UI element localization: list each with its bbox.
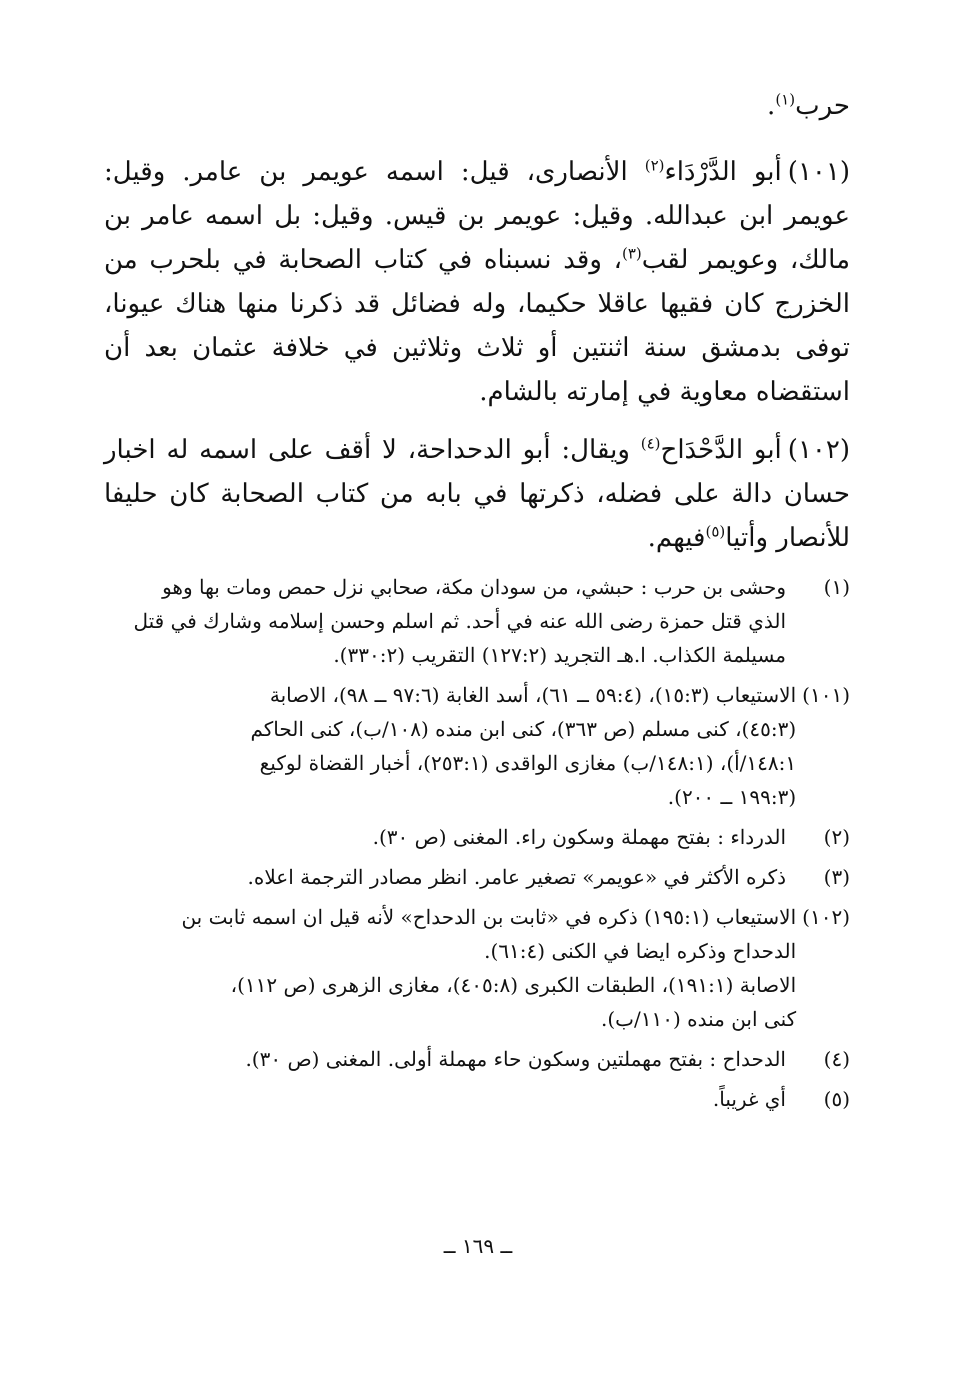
footnote-marker: (٥) xyxy=(705,522,726,541)
entry-name: أبو الدَّحْدَاح xyxy=(660,435,782,465)
footnote-marker: (١) xyxy=(775,90,796,109)
page-number: ــ ١٦٩ ــ xyxy=(443,1234,513,1258)
footnote-marker: (٢) xyxy=(644,156,665,175)
footnote-5 xyxy=(104,1082,850,1116)
footnote-text: ذكره الأكثر في «عويمر» تصغير عامر. انظر مصادر الترجمة اعلاه. xyxy=(247,865,786,889)
main-text xyxy=(104,84,850,574)
footnote-line: وحشى بن حرب : حبشي، من سودان مكة، صحابي نزل حمص ومات بها وهو xyxy=(162,575,786,599)
footnote-2 xyxy=(104,820,850,854)
footnote-line: (١٩٩:٣ ــ ٢٠٠). xyxy=(667,785,797,809)
footnote-line: الاستيعاب (١٥:٣)، (٥٩:٤ ــ ٦١)، أسد الغابة (٩٧:٦ ــ ٩٨)، الاصابة xyxy=(269,683,797,707)
footnote-text: الدحداح : بفتح مهملتين وسكون حاء مهملة أولى. المغنى (ص ٣٠). xyxy=(245,1047,786,1071)
footnote-3 xyxy=(104,860,850,894)
footnote-1 xyxy=(104,570,850,672)
footnote-line: الدحداح وذكره ايضا في الكنى (٦١:٤). xyxy=(484,939,797,963)
footnote-line: (٤٥:٣)، كنى مسلم (ص ٣٦٣)، كنى ابن منده (١٠٨/ب)، كنى الحاكم xyxy=(250,717,797,741)
paragraph-continuation xyxy=(104,84,850,128)
footnote-line: الذي قتل حمزة رضى الله عنه في أحد. ثم اسلم وحسن إسلامه وشارك في قتل xyxy=(133,609,786,633)
footnote-text xyxy=(104,900,796,1036)
footnote-label: (١٠١) xyxy=(802,683,850,707)
footnote-102 xyxy=(104,900,850,1036)
footnote-label: (٤) xyxy=(823,1047,850,1071)
footnote-line: الاصابة (١٩١:١)، الطبقات الكبرى (٤٠٥:٨)، مغازى الزهرى (ص ١١٢)، xyxy=(230,973,797,997)
footnote-label: (٥) xyxy=(823,1087,850,1111)
footnote-text: أي غريباً. xyxy=(712,1087,786,1111)
text-fragment: حرب xyxy=(795,91,850,121)
footnote-4 xyxy=(104,1042,850,1076)
footnote-line: ١٤٨:١/أ)، (١٤٨:١/ب) مغازى الواقدى (٢٥٣:١)، أخبار القضاة لوكيع xyxy=(259,751,797,775)
footnote-marker: (٤) xyxy=(640,434,661,453)
entry-number: (١٠١) xyxy=(787,157,850,187)
footnote-line: مسيلمة الكذاب. ا.هـ التجريد (١٢٧:٢) التقريب (٣٣٠:٢). xyxy=(333,643,786,667)
footnote-text xyxy=(104,678,796,814)
footnote-label: (٢) xyxy=(823,825,850,849)
footnote-label: (١٠٢) xyxy=(802,905,850,929)
footnote-marker: (٣) xyxy=(621,244,642,263)
footnote-101 xyxy=(104,678,850,814)
footnote-line: كنى ابن منده (١١٠/ب). xyxy=(600,1007,797,1031)
footnotes-section xyxy=(104,570,850,1122)
entry-101 xyxy=(104,150,850,414)
footnote-label: (٣) xyxy=(823,865,850,889)
footnote-line: الاستيعاب (١٩٥:١) ذكره في «ثابت بن الدحداح» لأنه قيل ان اسمه ثابت بن xyxy=(181,905,797,929)
entry-text: فيهم. xyxy=(647,523,706,553)
entry-102 xyxy=(104,428,850,560)
entry-text: ، وقد نسبناه في كتاب الصحابة في بلحرب من الخزرج كان فقيها عاقلا حكيما، وله فضائل قد ذكرنا منها هناك عيونا، توفى بدمشق سنة اثنتين أو ثلاث وثلاثين في خلافة عثمان بعد أن استقضاه معاوية في إمارته بالشام. xyxy=(104,245,850,407)
footnote-text: الدرداء : بفتح مهملة وسكون راء. المغنى (ص ٣٠). xyxy=(372,825,786,849)
entry-name: أبو الدَّرْدَاء xyxy=(664,157,782,187)
entry-text: ويقال: أبو الدحداحة، لا أقف على اسمه له اخبار حسان دالة على فضله، ذكرتها في بابه من كتاب الصحابة كان حليفا للأنصار وأتيا xyxy=(104,435,850,553)
footnote-label: (١) xyxy=(823,575,850,599)
footnote-text xyxy=(104,570,786,672)
text-fragment: . xyxy=(767,91,776,121)
entry-text: الأنصارى، قيل: اسمه عويمر بن عامر. وقيل: عويمر ابن عبدالله. وقيل: عويمر بن قيس. وقيل: بل اسمه عامر بن مالك، وعويمر لقب xyxy=(104,157,850,275)
entry-number: (١٠٢) xyxy=(787,435,850,465)
